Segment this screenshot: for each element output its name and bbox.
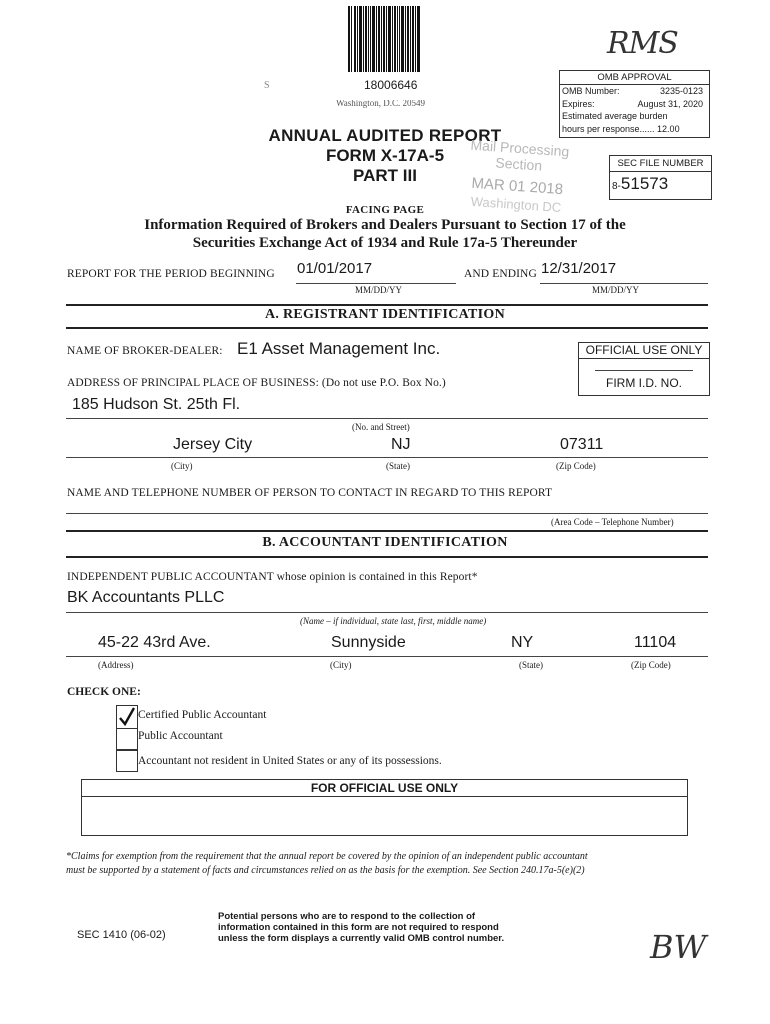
omb-expires-value: August 31, 2020 (637, 98, 703, 109)
section-a-top-rule (66, 304, 708, 306)
accountant-name-value[interactable]: BK Accountants PLLC (67, 589, 225, 606)
info-line1: Information Required of Brokers and Dealers Pursuant to Section 17 of the (144, 217, 626, 233)
stamp-line3: Washington DC (470, 193, 562, 216)
section-b-top-rule (66, 530, 708, 532)
form-id: SEC 1410 (06-02) (77, 929, 166, 941)
broker-name-value[interactable]: E1 Asset Management Inc. (237, 339, 441, 358)
option-public-label: Public Accountant (138, 730, 223, 742)
accountant-city-caption: (City) (330, 660, 352, 670)
city-line (66, 457, 708, 458)
facing-page-label: FACING PAGE (345, 204, 425, 216)
footnote-line2: must be supported by a statement of facts and circumstances relied on as the basis for the exemption. See Section 240.17a-5(e)(2) (66, 865, 585, 876)
sec-file-number-label: SEC FILE NUMBER (610, 156, 711, 172)
smudge-mark: S (264, 80, 270, 91)
option-certified-label: Certified Public Accountant (138, 709, 267, 721)
notice-line1: Potential persons who are to respond to the collection of (218, 911, 476, 922)
contact-line (66, 513, 708, 514)
form-title-line1: ANNUAL AUDITED REPORT (268, 126, 502, 145)
section-a-heading: A. REGISTRANT IDENTIFICATION (264, 307, 506, 322)
barcode (348, 6, 420, 72)
check-one-label: CHECK ONE: (67, 686, 141, 698)
washington-fragment: Washington, D.C. 20549 (336, 100, 426, 108)
barcode-number: 18006646 (364, 78, 418, 92)
phone-caption: (Area Code – Telephone Number) (551, 517, 674, 527)
option-nonresident-label: Accountant not resident in United States or any of its possessions. (138, 755, 442, 767)
handwritten-initials: BW (650, 928, 707, 966)
official-use-box (578, 342, 710, 396)
omb-notice (218, 911, 504, 944)
period-end-caption: MM/DD/YY (592, 285, 640, 295)
stamp-line1: Mail Processing (470, 136, 570, 160)
sec-file-prefix: 8- (612, 181, 621, 192)
omb-burden-line1: Estimated average burden (562, 111, 668, 121)
accountant-name-caption: (Name – if individual, state last, first, middle name) (300, 616, 487, 626)
checkbox-certified[interactable] (116, 705, 138, 729)
accountant-city-value[interactable]: Sunnyside (331, 634, 406, 651)
accountant-state-caption: (State) (519, 660, 543, 670)
street-value[interactable]: 185 Hudson St. 25th Fl. (72, 396, 241, 413)
accountant-name-line (66, 612, 708, 613)
notice-line2: information contained in this form are not required to respond (218, 922, 499, 933)
accountant-zip-value[interactable]: 11104 (634, 634, 677, 651)
checkmark-icon (117, 706, 137, 728)
zip-value[interactable]: 07311 (560, 436, 604, 453)
accountant-address-caption: (Address) (98, 660, 134, 670)
form-title-line3: PART III (353, 166, 417, 185)
accountant-address-value[interactable]: 45-22 43rd Ave. (98, 634, 211, 651)
city-caption: (City) (171, 461, 193, 471)
accountant-state-value[interactable]: NY (511, 634, 534, 651)
official-use-table (81, 779, 688, 836)
sec-file-number-box (609, 155, 712, 200)
section-b-heading: B. ACCOUNTANT IDENTIFICATION (262, 535, 508, 550)
street-caption: (No. and Street) (352, 422, 410, 432)
zip-caption: (Zip Code) (556, 461, 596, 471)
accountant-zip-caption: (Zip Code) (631, 660, 671, 670)
form-title-line2: FORM X-17A-5 (325, 146, 445, 165)
omb-number-label: OMB Number: (562, 86, 620, 96)
stamp-line2: Section (494, 154, 543, 174)
info-line2: Securities Exchange Act of 1934 and Rule 17a-5 Thereunder (192, 235, 578, 251)
accountant-label: INDEPENDENT PUBLIC ACCOUNTANT whose opinion is contained in this Report* (67, 571, 478, 583)
state-value[interactable]: NJ (391, 436, 411, 453)
checkbox-public[interactable] (116, 728, 138, 750)
section-b-bottom-rule (66, 556, 708, 558)
stamp-date: MAR 01 2018 (470, 174, 564, 199)
omb-burden-line2: hours per response...... 12.00 (562, 123, 680, 134)
firm-id-label: FIRM I.D. NO. (606, 376, 682, 390)
handwritten-rms: RMS (607, 26, 678, 61)
notice-line3: unless the form displays a currently valid OMB control number. (218, 933, 505, 944)
accountant-address-line (66, 656, 708, 657)
contact-label: NAME AND TELEPHONE NUMBER OF PERSON TO CONTACT IN REGARD TO THIS REPORT (67, 487, 553, 499)
sec-file-number-value: 51573 (620, 174, 669, 193)
period-begin-value[interactable]: 01/01/2017 (297, 260, 373, 277)
city-value[interactable]: Jersey City (173, 436, 253, 453)
official-use-label: OFFICIAL USE ONLY (579, 343, 709, 359)
section-a-bottom-rule (66, 327, 708, 329)
checkbox-nonresident[interactable] (116, 750, 138, 772)
omb-title: OMB APPROVAL (560, 71, 709, 85)
official-use-bar-label: FOR OFFICIAL USE ONLY (82, 780, 687, 797)
period-begin-label: REPORT FOR THE PERIOD BEGINNING (67, 268, 275, 280)
period-begin-caption: MM/DD/YY (355, 285, 403, 295)
broker-name-label: NAME OF BROKER-DEALER: (67, 345, 223, 357)
period-end-line (540, 283, 708, 284)
period-end-label: AND ENDING (464, 268, 537, 280)
address-label: ADDRESS OF PRINCIPAL PLACE OF BUSINESS: (Do not use P.O. Box No.) (67, 377, 446, 389)
state-caption: (State) (386, 461, 410, 471)
period-begin-line (296, 283, 456, 284)
omb-expires-label: Expires: (562, 98, 595, 109)
footnote-line1: *Claims for exemption from the requirement that the annual report be covered by the opinion of an independent public accountant (66, 851, 588, 862)
omb-number-value: 3235-0123 (659, 86, 703, 96)
street-line (66, 418, 708, 419)
period-end-value[interactable]: 12/31/2017 (541, 260, 617, 277)
